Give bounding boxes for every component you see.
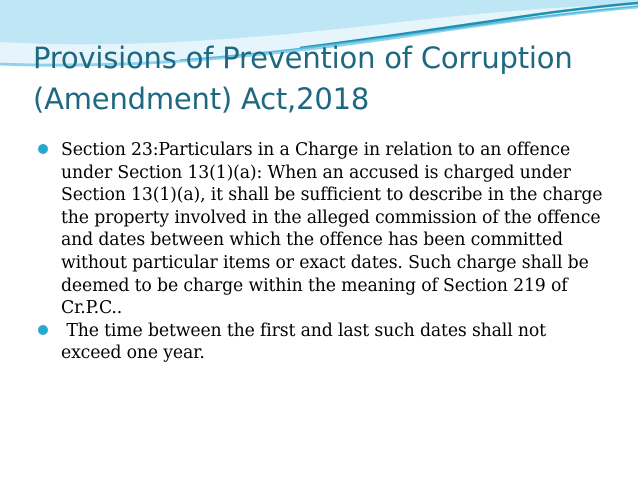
bullet-item-section-23 xyxy=(36,139,606,320)
slide-title: Provisions of Prevention of Corruption (Amendment) Act,2018 xyxy=(33,41,573,116)
bullet-text: The time between the first and last such dates shall not exceed one year. xyxy=(61,320,552,364)
bullet-dot-icon xyxy=(38,325,48,335)
bullet-list xyxy=(36,139,606,365)
bullet-item-time-limit xyxy=(36,320,606,365)
bullet-text: Section 23:Particulars in a Charge in relation to an offence under Section 13(1)(a): When an accused is charged under Section 13(1)(a), it shall be sufficient to describe in the charge the property involved in the alleged commission of the offence and dates between which the offence has been committed without particular items or exact dates. Such charge shall be deemed to be charge within the meaning of Section 219 of Cr.P.C.. xyxy=(61,140,603,319)
bullet-dot-icon xyxy=(38,144,48,154)
